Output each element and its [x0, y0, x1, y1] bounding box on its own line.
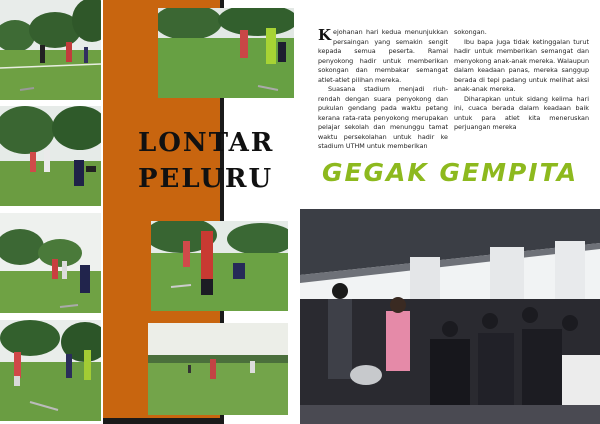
- paragraph: Ibu bapa juga tidak ketinggalan turut hadir untuk memberikan semangat dan menyokong anak-anak mereka. Walaupun dalam keadaan panas, mereka sanggup berada di tepi padang untuk melihat aksi anak-anak mereka.: [454, 37, 589, 93]
- field-photo-top-center: [158, 8, 294, 98]
- field-photo-bottom-center: [148, 323, 288, 415]
- paragraph: ejohanan hari kedua menunjukkan persaingan yang semakin sengit kepada semua peserta. Ramai penyokong hadir untuk memberikan sokongan dan membakar semangat atlet-atlet pilihan mereka.: [318, 28, 448, 84]
- body-column-2: [454, 28, 589, 133]
- article-subtitle: GEGAK GEMPITA: [321, 158, 579, 187]
- drop-cap: K: [318, 26, 332, 44]
- paragraph: Diharapkan untuk sidang kelima hari ini, cuaca berada dalam keadaan baik untuk para atlet kita meneruskan perjuangan mereka: [454, 94, 589, 131]
- stands-photo-supporters: [300, 209, 600, 424]
- paragraph: Suasana stadium menjadi riuh-rendah dengan suara penyokong dan pukulan gendang pada waktu petang kerana rata-rata penyokong merupakan pelajar sekolah dan menunggu tamat waktu persekolahan untuk hadir ke stadium UTHM untuk memberikan: [318, 85, 448, 150]
- field-photo-4: [0, 320, 101, 421]
- field-photo-2: [0, 106, 101, 206]
- article-title: [138, 125, 278, 197]
- field-photo-3: [0, 213, 101, 313]
- field-photo-middle-center: [151, 221, 288, 311]
- title-line-1: LONTAR: [138, 128, 275, 158]
- body-column-1: [318, 28, 448, 152]
- title-line-2: PELURU: [138, 164, 274, 194]
- divider-bar-bottom: [103, 418, 224, 424]
- paragraph: sokongan.: [454, 28, 487, 36]
- field-photo-1: [0, 0, 101, 100]
